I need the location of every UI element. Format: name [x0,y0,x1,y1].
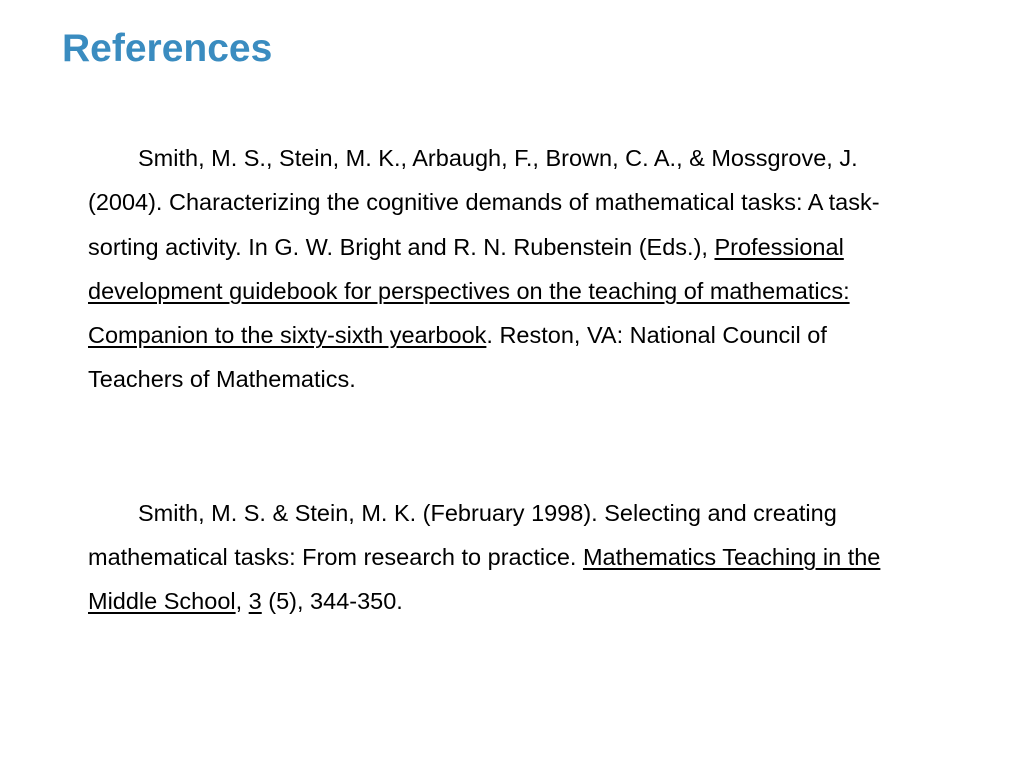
reference-entry-1 [88,136,928,402]
reference-2-issue-pages: (5), 344-350. [261,588,403,615]
reference-1-publisher-text: . Reston, VA: National Council of Teachers of Mathematics. [88,322,827,393]
reference-2-separator: , [235,588,249,615]
reference-2-citation-text: Smith, M. S. & Stein, M. K. (February 1998). Selecting and creating mathematical tasks: From research to practice. [88,499,837,571]
reference-2-volume: 3 [248,588,262,615]
reference-entry-2 [88,491,928,624]
references-list [88,136,928,624]
reference-1-book-title: Professional development guidebook for perspectives on the teaching of mathematics: Companion to the sixty-sixth yearbook [88,233,850,349]
reference-2-journal-title: Mathematics Teaching in the Middle School [88,544,881,615]
slide-title: References [62,27,273,70]
reference-1-citation-text: Smith, M. S., Stein, M. K., Arbaugh, F., Brown, C. A., & Mossgrove, J. (2004). Characterizing the cognitive demands of mathematical tasks: A task-sorting activity. In G. W. Bright and R. N. Rubenstein (Eds.), [88,145,880,260]
